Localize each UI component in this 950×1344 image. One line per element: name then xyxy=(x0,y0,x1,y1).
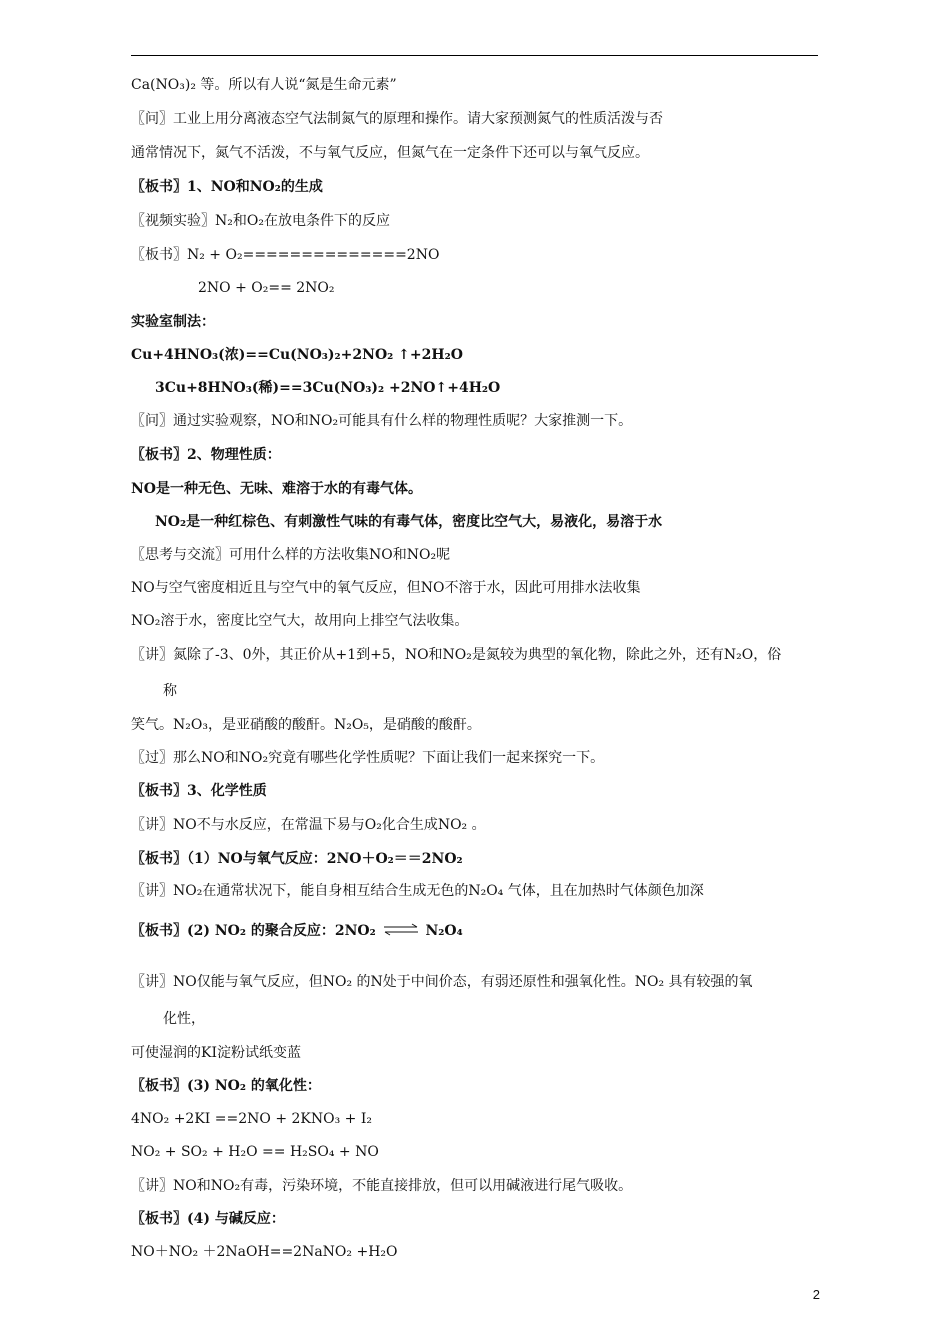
equation-line: NO＋NO₂ ＋2NaOH==2NaNO₂ +H₂O xyxy=(131,1244,398,1260)
text-line: NO₂是一种红棕色、有刺激性气味的有毒气体，密度比空气大，易液化，易溶于水 xyxy=(155,514,663,530)
equation-line: 2NO + O₂== 2NO₂ xyxy=(198,280,335,296)
blackboard-heading: 〖板书〗(4) 与碱反应： xyxy=(131,1211,285,1227)
text-line: 〖视频实验〗N₂和O₂在放电条件下的反应 xyxy=(131,213,390,229)
text-line: 〖讲〗氮除了-3、0外，其正价从+1到+5，NO和NO₂是氮较为典型的氧化物，除此之外，还有N₂O，俗 xyxy=(131,647,782,663)
text-line: 化性， xyxy=(163,1011,205,1027)
text-line: 通常情况下，氮气不活泼，不与氧气反应，但氮气在一定条件下还可以与氧气反应。 xyxy=(131,145,649,161)
text-line: 〖问〗工业上用分离液态空气法制氮气的原理和操作。请大家预测氮气的性质活泼与否 xyxy=(131,111,663,127)
equation-right: N₂O₄ xyxy=(425,923,463,939)
text-line: 〖讲〗NO仅能与氧气反应，但NO₂ 的N处于中间价态，有弱还原性和强氧化性。NO₂ 具有较强的氧 xyxy=(131,974,753,990)
blackboard-heading: 〖板书〗(3) NO₂ 的氧化性： xyxy=(131,1078,321,1094)
text-line: NO是一种无色、无味、难溶于水的有毒气体。 xyxy=(131,481,422,497)
equation-line: 4NO₂ +2KI ==2NO + 2KNO₃ + I₂ xyxy=(131,1111,372,1127)
section-label: 实验室制法： xyxy=(131,314,215,330)
text-line: NO与空气密度相近且与空气中的氧气反应，但NO不溶于水，因此可用排水法收集 xyxy=(131,580,641,596)
text-line: 〖讲〗NO₂在通常状况下，能自身相互结合生成无色的N₂O₄ 气体，且在加热时气体颜色加深 xyxy=(131,883,704,899)
text-line: NO₂溶于水，密度比空气大，故用向上排空气法收集。 xyxy=(131,613,469,629)
equation-line: 3Cu+8HNO₃(稀)==3Cu(NO₃)₂ +2NO↑+4H₂O xyxy=(155,380,501,396)
blackboard-heading xyxy=(131,921,463,941)
text-line: 称 xyxy=(163,683,177,699)
equation-left: 〖板书〗(2) NO₂ 的聚合反应：2NO₂ xyxy=(131,923,376,939)
text-line: Ca(NO₃)₂ 等。所以有人说“氮是生命元素” xyxy=(131,77,397,93)
text-line: 〖过〗那么NO和NO₂究竟有哪些化学性质呢？下面让我们一起来探究一下。 xyxy=(131,750,605,766)
equation-line: Cu+4HNO₃(浓)==Cu(NO₃)₂+2NO₂ ↑+2H₂O xyxy=(131,347,463,363)
page-number: 2 xyxy=(812,1287,820,1302)
equation-line: 〖板书〗N₂ + O₂==============2NO xyxy=(131,247,440,263)
text-line: 〖思考与交流〗可用什么样的方法收集NO和NO₂呢 xyxy=(131,547,451,563)
text-line: 〖讲〗NO和NO₂有毒，污染环境，不能直接排放，但可以用碱液进行尾气吸收。 xyxy=(131,1178,633,1194)
header-rule xyxy=(131,55,818,56)
text-line: 〖讲〗NO不与水反应，在常温下易与O₂化合生成NO₂ 。 xyxy=(131,817,486,833)
blackboard-heading: 〖板书〗2、物理性质： xyxy=(131,447,281,463)
text-line: 〖问〗通过实验观察，NO和NO₂可能具有什么样的物理性质呢？大家推测一下。 xyxy=(131,413,633,429)
equation-line: NO₂ + SO₂ + H₂O == H₂SO₄ + NO xyxy=(131,1144,379,1160)
blackboard-heading: 〖板书〗1、NO和NO₂的生成 xyxy=(131,179,323,195)
blackboard-heading: 〖板书〗（1）NO与氧气反应：2NO＋O₂＝＝2NO₂ xyxy=(131,851,463,867)
blackboard-heading: 〖板书〗3、化学性质 xyxy=(131,783,267,799)
text-line: 可使湿润的KI淀粉试纸变蓝 xyxy=(131,1045,301,1061)
reversible-arrow-icon xyxy=(382,923,420,937)
text-line: 笑气。N₂O₃，是亚硝酸的酸酐。N₂O₅，是硝酸的酸酐。 xyxy=(131,717,481,733)
